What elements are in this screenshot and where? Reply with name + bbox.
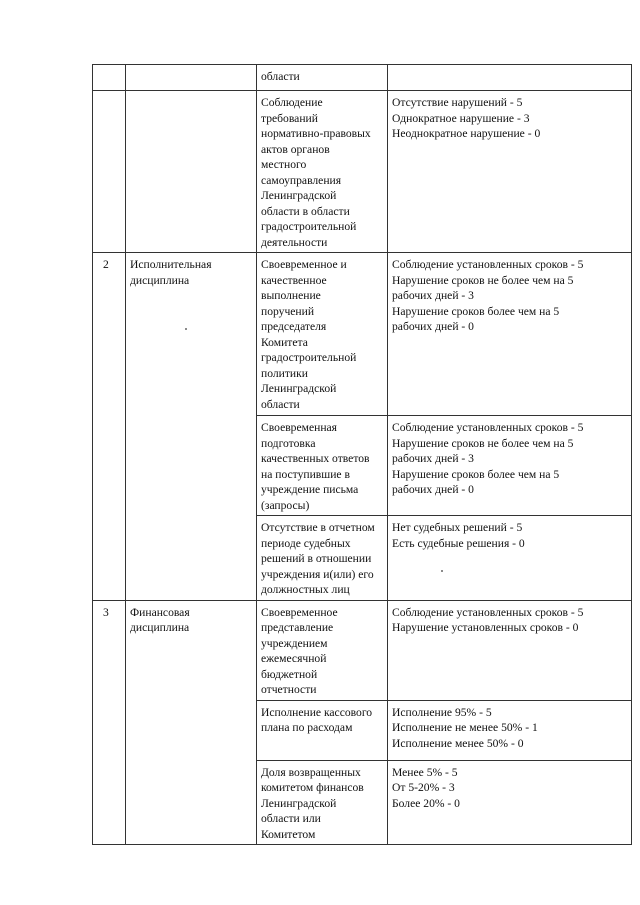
criterion-text: области или: [261, 812, 321, 825]
scan-speck: [441, 570, 443, 572]
criterion-text: Ленинградской: [261, 382, 337, 395]
score-text: Более 20% - 0: [392, 796, 460, 810]
criterion-text: поручений: [261, 304, 315, 318]
criterion-text: периоде судебных: [261, 536, 351, 550]
criterion-text: качественное: [261, 273, 327, 287]
score-cell: [388, 600, 632, 700]
row-number-cell: [93, 65, 126, 91]
criterion-text: деятельности: [261, 235, 328, 249]
criterion-text: решений в отношении: [261, 552, 372, 565]
criterion-text: учреждением: [261, 636, 328, 650]
criterion-cell: [257, 253, 388, 416]
score-text: рабочих дней - 0: [392, 483, 474, 496]
criterion-text: представление: [261, 621, 334, 634]
score-cell: [388, 91, 632, 253]
scan-speck: [185, 328, 187, 330]
criterion-cell: [257, 760, 388, 845]
criterion-text: Своевременное: [261, 605, 338, 619]
criterion-text: самоуправления: [261, 173, 342, 187]
criterion-text: бюджетной: [261, 667, 318, 681]
score-text: Нарушение сроков более чем на 5: [392, 467, 560, 481]
criterion-text: Соблюдение: [261, 96, 323, 109]
table-row: [93, 91, 632, 253]
criterion-text: Своевременная: [261, 421, 337, 434]
score-cell: [388, 253, 632, 416]
score-text: Исполнение менее 50% - 0: [392, 736, 524, 750]
row-number-cell: [93, 600, 126, 845]
score-cell: [388, 516, 632, 601]
score-text: Нарушение сроков не более чем на 5: [392, 273, 574, 287]
row-number-cell: [93, 253, 126, 601]
row-number: 2: [103, 258, 109, 271]
criterion-text: председателя: [261, 320, 327, 333]
criterion-text: области: [261, 397, 300, 411]
score-text: Нарушение сроков не более чем на 5: [392, 436, 574, 450]
criterion-text: (запросы): [261, 498, 310, 512]
criterion-text: области: [261, 70, 300, 83]
direction-cell: [126, 253, 257, 601]
criterion-text: Ленинградской: [261, 796, 337, 810]
criterion-text: подготовка: [261, 436, 316, 450]
score-text: Есть судебные решения - 0: [392, 536, 525, 550]
table-row: [93, 65, 632, 91]
criterion-text: местного: [261, 158, 307, 171]
score-cell: [388, 65, 632, 91]
criterion-text: актов органов: [261, 142, 330, 156]
score-text: рабочих дней - 0: [392, 320, 474, 333]
criterion-cell: [257, 65, 388, 91]
criterion-text: отчетности: [261, 683, 317, 696]
direction-cell: [126, 65, 257, 91]
criterion-text: Своевременное и: [261, 258, 347, 271]
direction-cell: [126, 600, 257, 845]
criterion-text: ежемесячной: [261, 652, 327, 665]
criterion-text: качественных ответов: [261, 452, 370, 465]
score-text: Нет судебных решений - 5: [392, 521, 523, 534]
criterion-text: Ленинградской: [261, 189, 337, 202]
score-text: Соблюдение установленных сроков - 5: [392, 605, 584, 619]
score-cell: [388, 416, 632, 516]
score-text: От 5-20% - 3: [392, 781, 455, 794]
criterion-text: градостроительной: [261, 351, 357, 364]
score-text: Менее 5% - 5: [392, 765, 458, 779]
criterion-text: Комитета: [261, 335, 308, 349]
direction-text: дисциплина: [130, 273, 190, 287]
row-number-cell: [93, 91, 126, 253]
direction-cell: [126, 91, 257, 253]
score-text: Неоднократное нарушение - 0: [392, 127, 541, 140]
direction-text: Исполнительная: [130, 258, 212, 271]
criterion-text: политики: [261, 366, 308, 380]
score-text: Отсутствие нарушений - 5: [392, 96, 523, 109]
row-number: 3: [103, 605, 109, 619]
score-text: рабочих дней - 3: [392, 452, 474, 465]
criterion-text: учреждения и(или) его: [261, 567, 374, 581]
criterion-text: градостроительной: [261, 220, 357, 233]
criterion-cell: [257, 91, 388, 253]
criterion-text: выполнение: [261, 289, 321, 302]
evaluation-criteria-table: [92, 64, 632, 845]
score-text: Однократное нарушение - 3: [392, 111, 530, 125]
criterion-text: комитетом финансов: [261, 781, 364, 794]
direction-text: дисциплина: [130, 621, 190, 634]
score-text: Исполнение 95% - 5: [392, 705, 492, 719]
criterion-text: учреждение письма: [261, 483, 359, 496]
criterion-text: требований: [261, 111, 318, 125]
criterion-text: плана по расходам: [261, 721, 353, 734]
criterion-text: области в области: [261, 204, 350, 218]
criterion-cell: [257, 416, 388, 516]
criterion-text: на поступившие в: [261, 467, 350, 481]
criterion-text: Отсутствие в отчетном: [261, 521, 375, 534]
score-text: рабочих дней - 3: [392, 289, 474, 302]
criterion-text: Комитетом: [261, 827, 316, 841]
score-text: Нарушение установленных сроков - 0: [392, 621, 579, 634]
criterion-cell: [257, 700, 388, 760]
score-cell: [388, 760, 632, 845]
score-text: Исполнение не менее 50% - 1: [392, 721, 538, 734]
criterion-text: Исполнение кассового: [261, 705, 373, 719]
criterion-text: должностных лиц: [261, 583, 350, 596]
criterion-text: Доля возвращенных: [261, 765, 361, 779]
score-cell: [388, 700, 632, 760]
direction-text: Финансовая: [130, 605, 190, 619]
table-row: [93, 600, 632, 700]
score-text: Нарушение сроков более чем на 5: [392, 304, 560, 318]
table-row: [93, 253, 632, 416]
score-text: Соблюдение установленных сроков - 5: [392, 421, 584, 434]
criterion-cell: [257, 516, 388, 601]
criterion-text: нормативно-правовых: [261, 127, 371, 140]
score-text: Соблюдение установленных сроков - 5: [392, 258, 584, 271]
criterion-cell: [257, 600, 388, 700]
